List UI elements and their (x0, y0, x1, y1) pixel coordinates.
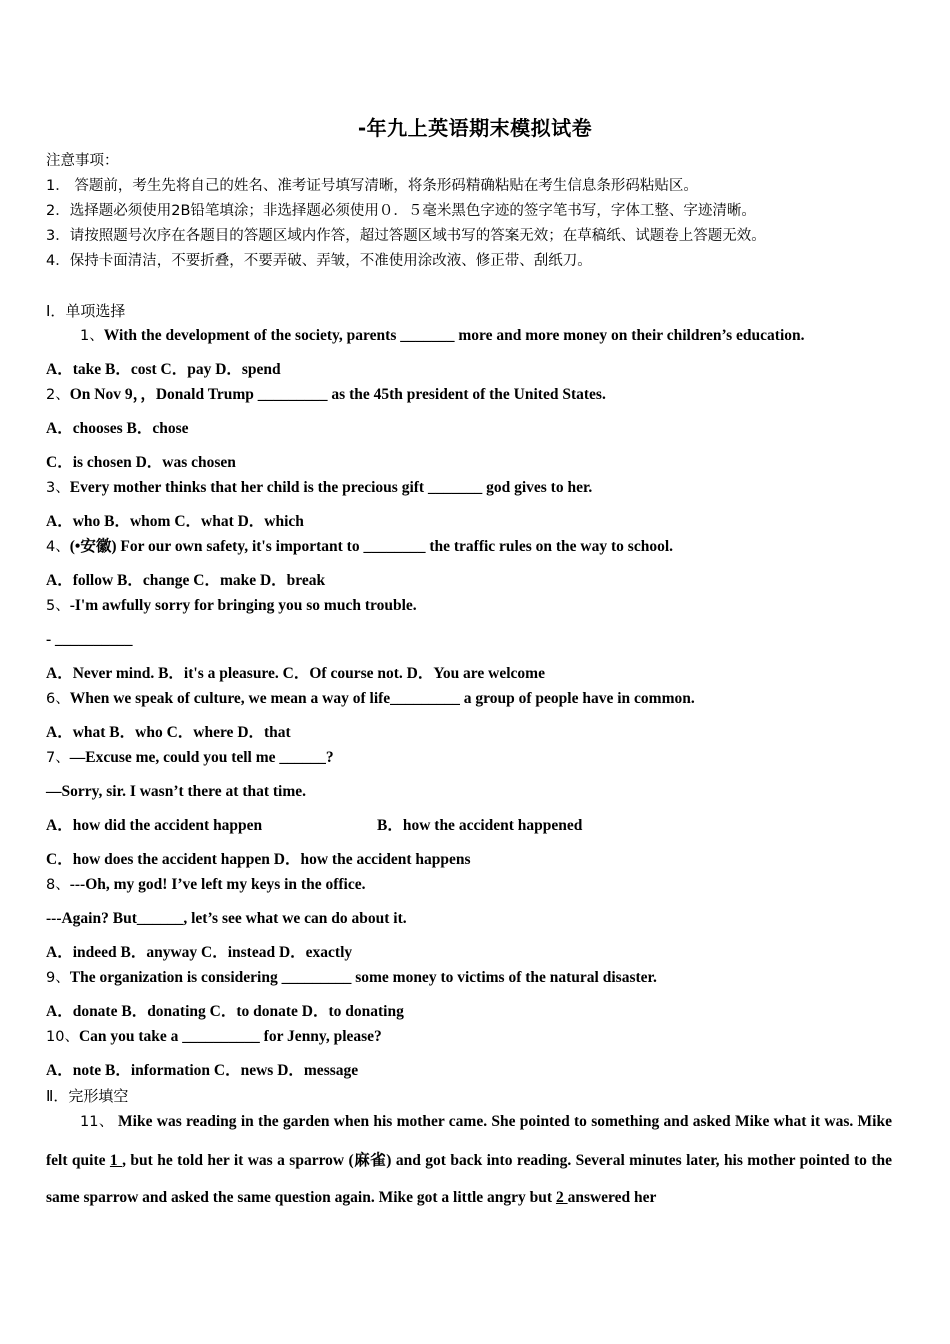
question-7-options-row-2: C．how does the accident happen D．how the accident happens (46, 851, 471, 868)
question-5-response-line: - __________ (46, 631, 133, 648)
question-3 (46, 478, 592, 498)
question-text: Can you take a __________ for Jenny, please? (78, 1028, 382, 1045)
page-title: -年九上英语期末模拟试卷 (357, 116, 593, 140)
question-7 (46, 748, 334, 768)
notice-heading: 注意事项： (46, 153, 119, 169)
section-heading-cloze: Ⅱ．完形填空 (46, 1087, 129, 1105)
question-number: 4、 (46, 539, 70, 555)
question-number: 9、 (46, 970, 70, 986)
question-2 (46, 385, 606, 405)
question-8-response-line: ---Again? But______, let’s see what we can do about it. (46, 910, 407, 927)
question-number: 6、 (46, 691, 70, 707)
question-text: —Excuse me, could you tell me ______? (69, 749, 334, 766)
question-4 (46, 537, 673, 557)
question-8 (46, 875, 365, 895)
question-2-options-row-1: A．chooses B．chose (46, 420, 189, 437)
question-6-options: A．what B．who C．where D．that (46, 724, 291, 741)
question-9 (46, 968, 657, 988)
question-9-options: A．donate B．donating C．to donate D．to donating (46, 1003, 404, 1020)
question-text: (•安徽) For our own safety, it's important to ________ the traffic rules on the way to school. (69, 538, 674, 555)
question-number: 1、 (80, 328, 104, 344)
question-1 (80, 326, 805, 346)
question-10 (46, 1027, 382, 1047)
question-1-options: A．take B．cost C．pay D．spend (46, 361, 281, 378)
question-text: -I'm awfully sorry for bringing you so much trouble. (69, 597, 417, 614)
notice-item-1: 1． 答题前，考生先将自己的姓名、准考证号填写清晰，将条形码精确粘贴在考生信息条形码粘贴区。 (46, 178, 698, 194)
question-10-options: A．note B．information C．news D．message (46, 1062, 359, 1079)
question-number: 7、 (46, 750, 70, 766)
section-heading-single-choice: Ⅰ．单项选择 (46, 302, 126, 320)
question-number: 8、 (46, 877, 70, 893)
notice-item-4: 4．保持卡面清洁，不要折叠，不要弄破、弄皱，不准使用涂改液、修正带、刮纸刀。 (46, 253, 592, 269)
cloze-blank-2: 2 (555, 1189, 568, 1206)
question-8-options: A．indeed B．anyway C．instead D．exactly (46, 944, 353, 961)
question-number: 5、 (46, 598, 70, 614)
cloze-passage (46, 1103, 892, 1217)
question-text: When we speak of culture, we mean a way of life_________ a group of people have in common. (69, 690, 695, 707)
question-5 (46, 596, 417, 616)
cloze-blank-1: 1 (109, 1151, 123, 1169)
question-2-options-row-2: C．is chosen D．was chosen (46, 454, 236, 471)
question-6 (46, 689, 695, 709)
question-4-options: A．follow B．change C．make D．break (46, 572, 326, 589)
question-text: With the development of the society, parents _______ more and more money on their children’s education. (103, 327, 805, 344)
question-7-option-a: A．how did the accident happen (46, 817, 263, 834)
question-7-option-b: B．how the accident happened (377, 817, 583, 834)
question-number: 10、 (46, 1029, 79, 1045)
question-text: ---Oh, my god! I’ve left my keys in the office. (69, 876, 366, 893)
question-number: 2、 (46, 387, 70, 403)
question-5-options: A．Never mind. B．it's a pleasure. C．Of course not. D．You are welcome (46, 665, 545, 682)
question-7-response-line: —Sorry, sir. I wasn’t there at that time. (46, 783, 307, 800)
passage-number: 11、 (80, 1114, 114, 1130)
notice-item-2: 2．选择题必须使用2B铅笔填涂；非选择题必须使用０．５毫米黑色字迹的签字笔书写，字体工整、字迹清晰。 (46, 203, 756, 219)
question-text: The organization is considering _________ some money to victims of the natural disaster. (69, 969, 657, 986)
question-3-options: A．who B．whom C．what D．which (46, 513, 304, 530)
question-text: On Nov 9，，Donald Trump _________ as the 45th president of the United States. (69, 386, 606, 403)
passage-text-3: answered her (567, 1189, 657, 1206)
question-number: 3、 (46, 480, 70, 496)
passage-text-1: Mike was reading in the garden when his mother came. She pointed to something and asked Mike what it was. Mike felt quite (46, 1113, 892, 1169)
notice-item-3: 3．请按照题号次序在各题目的答题区域内作答，超过答题区域书写的答案无效；在草稿纸、试题卷上答题无效。 (46, 228, 766, 244)
passage-text-2: , but he told her it was a sparrow (麻雀) and got back into reading. Several minutes later, his mother pointed to the same sparrow and asked the same question again. Mike got a little angry but (46, 1151, 892, 1206)
question-text: Every mother thinks that her child is the precious gift _______ god gives to her. (69, 479, 593, 496)
